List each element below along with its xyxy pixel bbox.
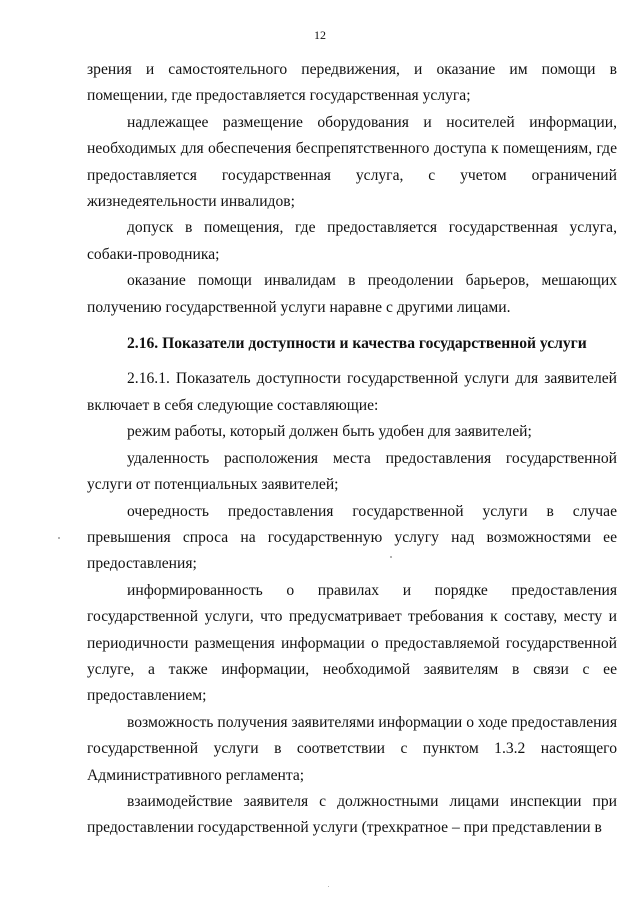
scan-speck <box>58 537 60 539</box>
scan-speck <box>328 886 329 887</box>
paragraph-2: надлежащее размещение оборудования и носителей информации, необходимых для обеспечения беспрепятственного доступа к помещениям, где предоставляется государственная услуга, с учетом ограничений жизнедеятельности инвалидов; <box>87 113 617 211</box>
section-paragraph-3: удаленность расположения места предоставления государственной услуги от потенциальных заявителей; <box>87 449 617 494</box>
paragraph-3: допуск в помещения, где предоставляется государственная услуга, собаки-проводника; <box>87 219 617 263</box>
paragraph-1: зрения и самостоятельного передвижения, и оказание им помощи в помещении, где предоставляется государственная услуга; <box>87 61 617 105</box>
section-paragraph-1: 2.16.1. Показатель доступности государственной услуги для заявителей включает в себя следующие составляющие: <box>87 370 617 414</box>
section-heading: 2.16. Показатели доступности и качества государственной услуги <box>127 335 587 353</box>
section-paragraph-6: возможность получения заявителями информации о ходе предоставления государственной услуги в соответствии с пунктом 1.3.2 настоящего Административного регламента; <box>87 713 617 784</box>
scan-speck <box>390 556 392 558</box>
section-paragraph-5: информированность о правилах и порядке предоставления государственной услуги, что предусматривает требования к составу, месту и периодичности размещения информации о предоставляемой государственной услуге, а также информации, необходимой заявителям в связи с ее предоставлением; <box>87 581 617 705</box>
paragraph-4: оказание помощи инвалидам в преодолении барьеров, мешающих получению государственной услуги наравне с другими лицами. <box>87 272 617 316</box>
document-body <box>87 57 617 842</box>
section-paragraph-2: режим работы, который должен быть удобен для заявителей; <box>127 423 532 441</box>
page-number: 12 <box>314 28 326 42</box>
section-paragraph-4: очередность предоставления государственной услуги в случае превышения спроса на государственную услугу над возможностями ее предоставления; <box>87 502 617 573</box>
section-paragraph-7: взаимодействие заявителя с должностными лицами инспекции при предоставлении государственной услуги (трехкратное – при представлении в <box>87 792 617 837</box>
